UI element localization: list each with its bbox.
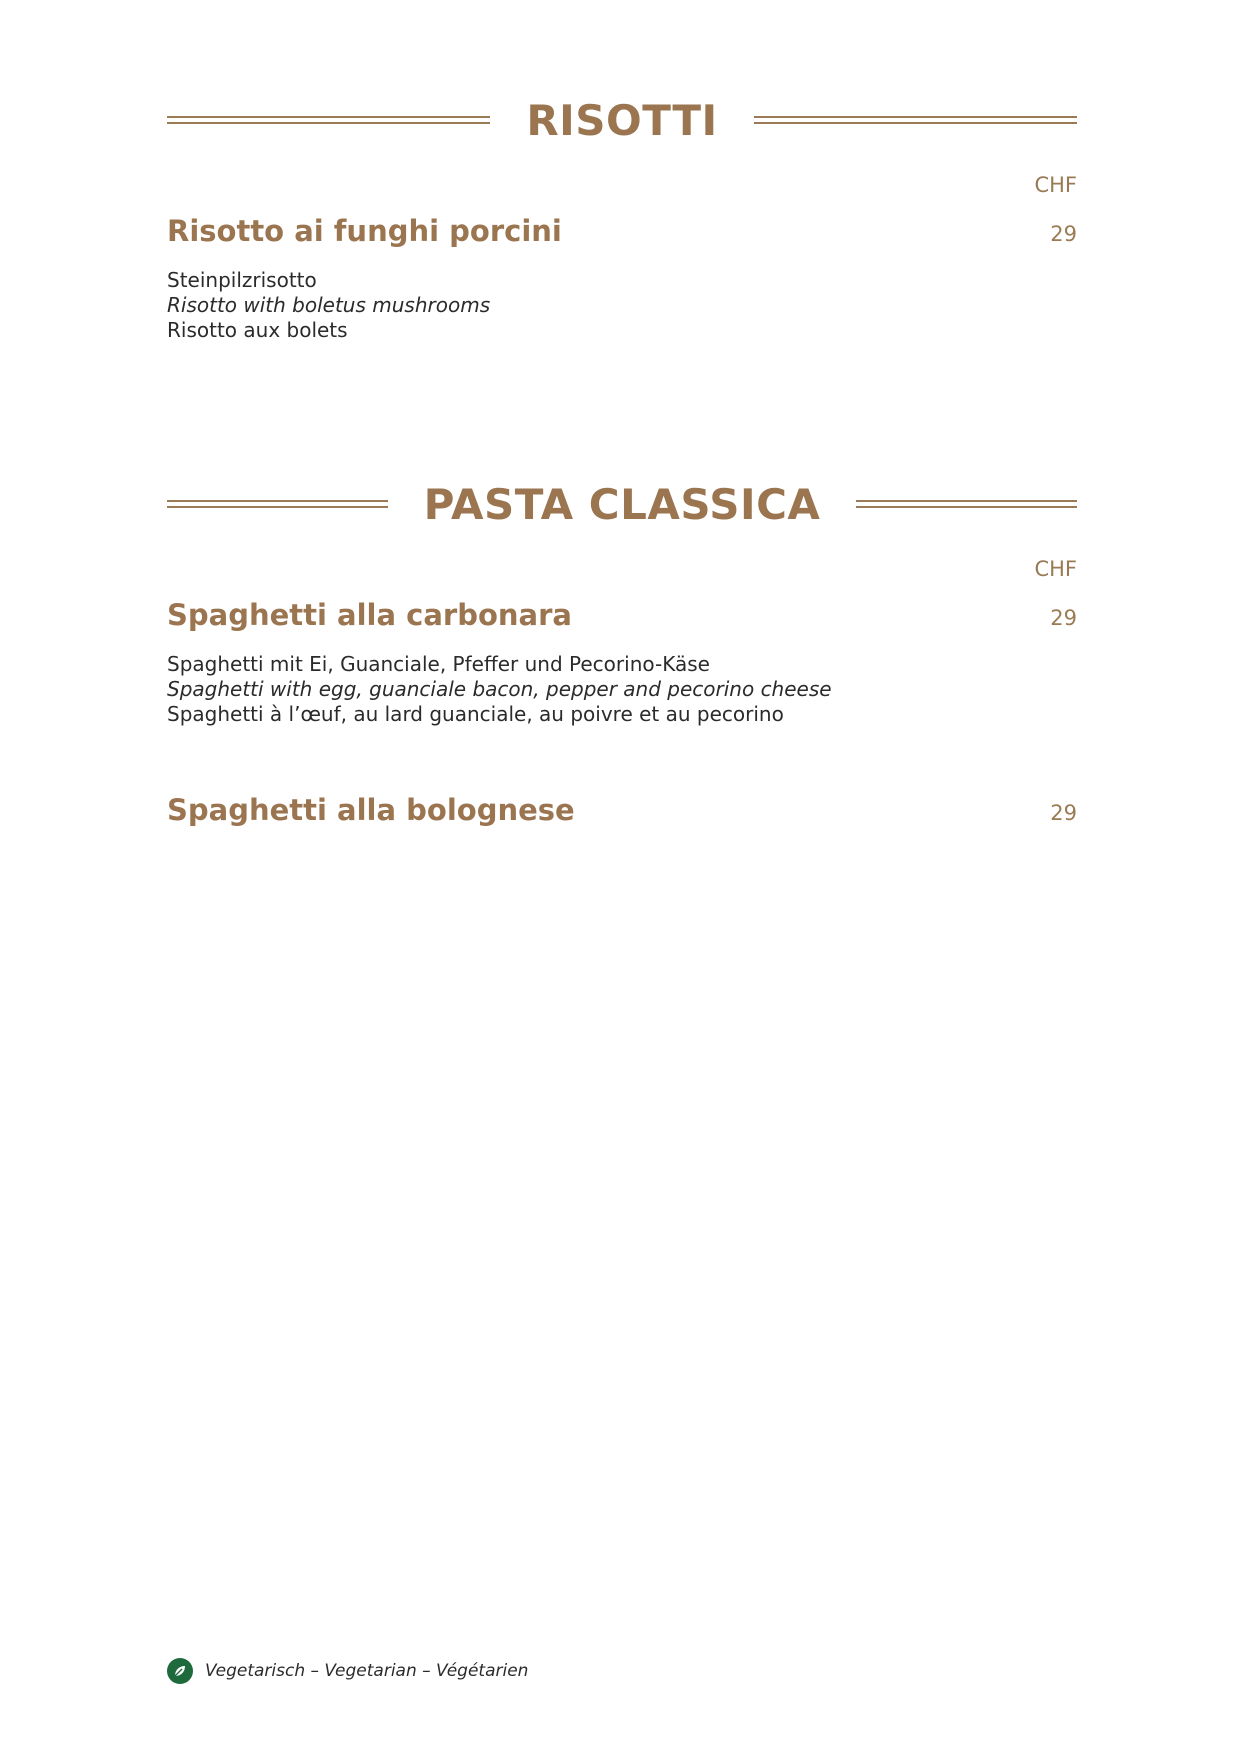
currency-label: CHF xyxy=(1034,173,1077,197)
section-title: PASTA CLASSICA xyxy=(423,479,821,529)
dish-name: Spaghetti alla carbonara xyxy=(167,598,572,632)
dish-spaghetti-bolognese xyxy=(167,793,1077,827)
description-fr: Risotto aux bolets xyxy=(167,318,348,342)
dish-price: 29 xyxy=(1050,801,1077,825)
description-en: Spaghetti with egg, guanciale bacon, pepper and pecorino cheese xyxy=(167,677,832,701)
divider-right xyxy=(856,500,1077,508)
description-fr: Spaghetti à l’œuf, au lard guanciale, au poivre et au pecorino xyxy=(167,702,784,726)
currency-label: CHF xyxy=(1034,557,1077,581)
dish-spaghetti-carbonara xyxy=(167,598,1077,727)
vegetarian-leaf-icon xyxy=(167,1658,193,1684)
section-header-risotti xyxy=(167,90,1077,150)
dish-price: 29 xyxy=(1050,222,1077,246)
description-de: Steinpilzrisotto xyxy=(167,268,317,292)
footer-legend xyxy=(167,1658,528,1684)
dish-description xyxy=(167,652,1077,727)
dish-price: 29 xyxy=(1050,606,1077,630)
divider-right xyxy=(754,116,1077,124)
section-header-pasta-classica xyxy=(167,474,1077,534)
vegetarian-legend-text: Vegetarisch – Vegetarian – Végétarien xyxy=(205,1661,529,1681)
divider-left xyxy=(167,500,388,508)
divider-left xyxy=(167,116,490,124)
dish-name: Spaghetti alla bolognese xyxy=(167,793,575,827)
description-en: Risotto with boletus mushrooms xyxy=(167,293,491,317)
dish-description xyxy=(167,268,1077,343)
description-de: Spaghetti mit Ei, Guanciale, Pfeffer und Pecorino-Käse xyxy=(167,652,710,676)
dish-risotto-funghi xyxy=(167,214,1077,343)
section-title: RISOTTI xyxy=(526,95,718,145)
dish-name: Risotto ai funghi porcini xyxy=(167,214,562,248)
